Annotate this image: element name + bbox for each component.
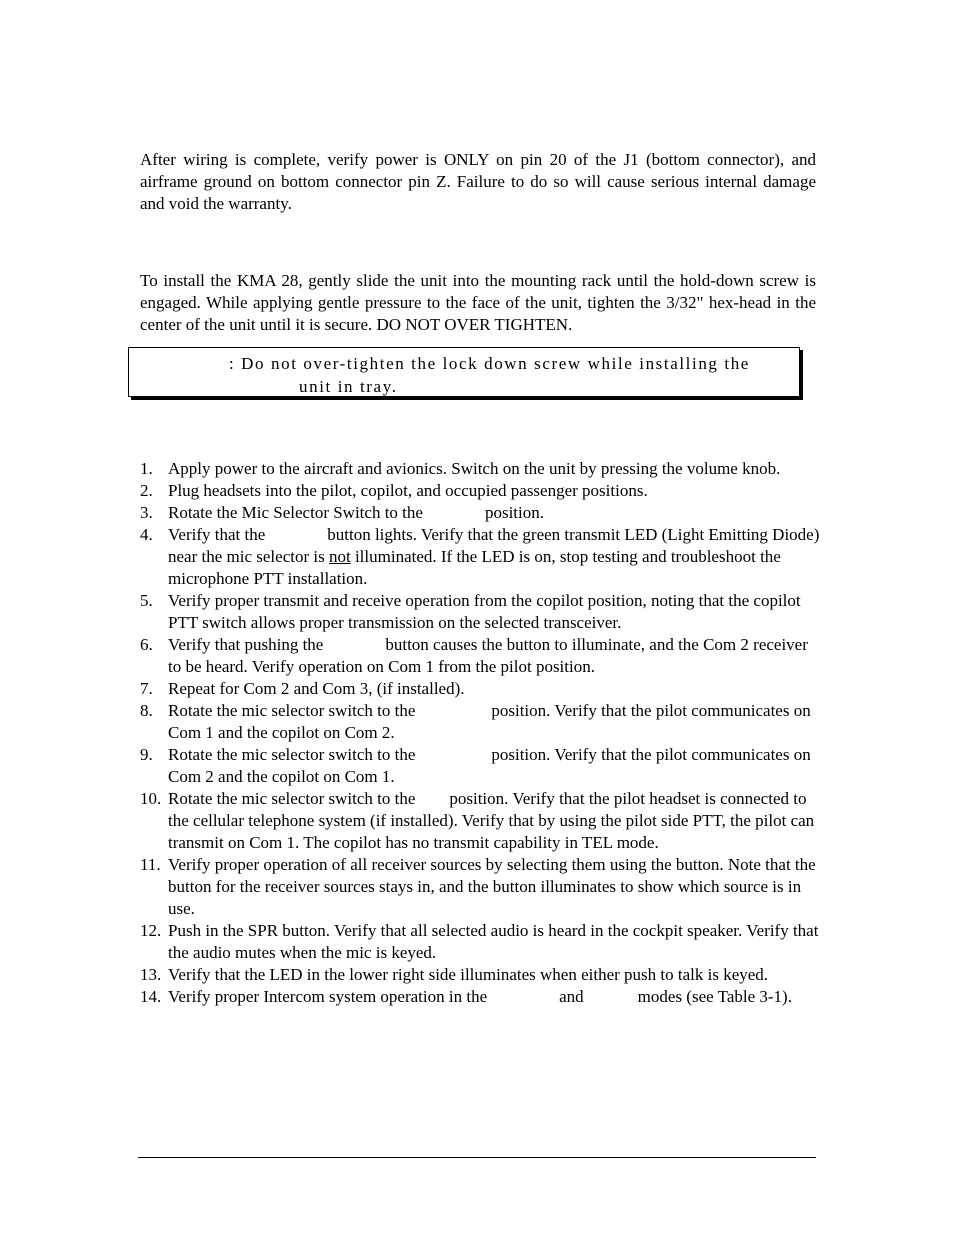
step-number: 10. [140, 789, 162, 808]
step-text: Rotate the mic selector switch to the [168, 701, 416, 720]
footer-rule [138, 1157, 816, 1158]
step-text: Verify that pushing the [168, 635, 324, 654]
step-number: 8. [140, 701, 153, 720]
list-item [140, 964, 820, 986]
list-item [140, 480, 820, 502]
step-text-cont: position. [484, 503, 544, 522]
step-text: Apply power to the aircraft and avionics. Switch on the unit by pressing the volume knob. [168, 459, 781, 478]
list-item [140, 502, 820, 524]
step-text-end: illuminated. If the LED is on, stop testing and troubleshoot the microphone PTT installation. [168, 547, 781, 588]
step-number: 5. [140, 591, 153, 610]
step-number: 9. [140, 745, 153, 764]
step-number: 7. [140, 679, 153, 698]
step-text: Verify that the [168, 525, 266, 544]
step-text: Verify that the LED in the lower right side illuminates when either push to talk is keyed. [168, 965, 769, 984]
step-text-cont: and [559, 987, 584, 1006]
step-text-cont: button causes the button to illuminate, and the Com 2 receiver to be heard. Verify operation on Com 1 from the pilot position. [168, 635, 808, 676]
step-number: 1. [140, 459, 153, 478]
step-text: Rotate the mic selector switch to the [168, 789, 416, 808]
wiring-verification-paragraph: After wiring is complete, verify power is ONLY on pin 20 of the J1 (bottom connector), and airframe ground on bottom connector pin Z. Failure to do so will cause serious internal damage and void the warranty. [140, 150, 816, 213]
installation-paragraph: To install the KMA 28, gently slide the unit into the mounting rack until the hold-down screw is engaged. While applying gentle pressure to the face of the unit, tighten the 3/32" hex-head in the center of the unit until it is secure. DO NOT OVER TIGHTEN. [140, 271, 816, 334]
step-number: 6. [140, 635, 153, 654]
list-item [140, 590, 820, 634]
step-text-cont: button lights. Verify that the green transmit LED (Light Emitting Diode) near the mic selector is [168, 525, 820, 566]
caution-box [128, 347, 800, 397]
step-text: Repeat for Com 2 and Com 3, (if installed). [168, 679, 465, 698]
list-item [140, 920, 820, 964]
step-text: Plug headsets into the pilot, copilot, and occupied passenger positions. [168, 481, 648, 500]
step-text-end: modes (see Table 3-1). [637, 987, 792, 1006]
list-item [140, 788, 820, 854]
checkout-steps-list [140, 458, 820, 1008]
step-text-emphasis: not [328, 547, 351, 566]
step-text: Rotate the Mic Selector Switch to the [168, 503, 423, 522]
step-text: Verify proper transmit and receive operation from the copilot position, noting that the copilot PTT switch allows proper transmission on the selected transceiver. [168, 591, 801, 632]
step-text-cont: position. Verify that the pilot headset is connected to the cellular telephone system (if installed). Verify that by using the pilot side PTT, the pilot can transmit on Com 1. The copilot has no transmit capability in TEL mode. [168, 789, 815, 852]
step-number: 3. [140, 503, 153, 522]
step-text-cont: position. Verify that the pilot communicates on Com 1 and the copilot on Com 2. [168, 701, 811, 742]
list-item [140, 678, 820, 700]
step-text: Verify proper operation of all receiver sources by selecting them using the button. Note that the button for the receiver sources stays in, and the button illuminates to show which source is in use. [168, 855, 816, 918]
list-item [140, 634, 820, 678]
step-text: Rotate the mic selector switch to the [168, 745, 416, 764]
step-text: Push in the SPR button. Verify that all selected audio is heard in the cockpit speaker. Verify that the audio mutes when the mic is keyed. [168, 921, 819, 962]
step-number: 11. [140, 855, 161, 874]
step-number: 12. [140, 921, 162, 940]
list-item [140, 700, 820, 744]
step-number: 13. [140, 965, 162, 984]
list-item [140, 744, 820, 788]
step-text-cont: position. Verify that the pilot communicates on Com 2 and the copilot on Com 1. [168, 745, 811, 786]
caution-text-line1: : Do not over-tighten the lock down screw while installing the [229, 354, 750, 373]
step-number: 14. [140, 987, 162, 1006]
list-item [140, 854, 820, 920]
list-item [140, 986, 820, 1008]
list-item [140, 458, 820, 480]
caution-text-line2: unit in tray. [299, 377, 398, 396]
step-number: 2. [140, 481, 153, 500]
step-text: Verify proper Intercom system operation in the [168, 987, 488, 1006]
step-number: 4. [140, 525, 153, 544]
list-item [140, 524, 820, 590]
